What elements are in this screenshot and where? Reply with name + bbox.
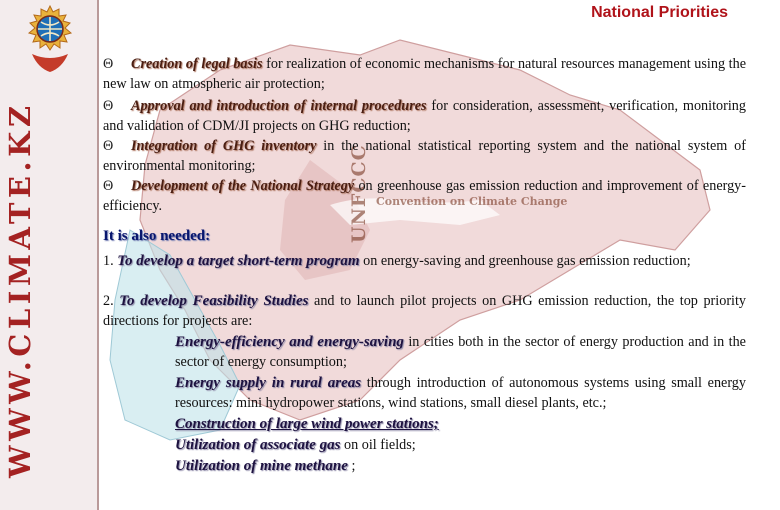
needed-heading: To develop Feasibility Studies [119,293,309,309]
direction-heading: Utilization of mine methane [175,458,348,474]
direction-item [175,456,746,476]
sidebar-divider [97,0,99,510]
priority-text: for realization of economic mechanisms for natural resources management using the new law on atmospheric air protection; [103,56,746,92]
section-heading: It is also needed: [103,228,211,244]
direction-heading: Energy-efficiency and energy-saving [175,334,404,350]
priority-item [103,136,746,176]
priority-heading: Development of the National Strategy [131,178,355,194]
direction-item [175,332,746,372]
priority-text: in the national statistical reporting system and the national system of environmental monitoring; [103,138,746,174]
direction-text: on oil fields; [340,437,416,453]
direction-heading: Construction of large wind power stations; [175,416,439,432]
item-number: 2. [103,293,120,309]
theta-bullet: Θ [103,138,114,154]
priority-text: on greenhouse gas emission reduction and improvement of energy-efficiency. [103,178,747,214]
direction-heading: Utilization of associate gas [175,437,341,453]
needed-heading: To develop a target short-term program [117,253,360,269]
stamp-main-text: UNFCCC [348,144,370,243]
stamp-sub-text: Convention on Climate Change [376,195,568,208]
needed-text: and to launch pilot projects on GHG emission reduction, the top priority directions for projects are: [103,293,747,329]
priority-heading: Approval and introduction of internal procedures [131,98,427,114]
page-title: National Priorities [591,4,728,21]
theta-bullet: Θ [103,178,114,194]
priority-item [103,176,746,216]
direction-item [175,373,746,413]
priority-item [103,54,746,94]
direction-item [175,414,746,434]
emblem-icon [22,2,78,74]
needed-text: on energy-saving and greenhouse gas emission reduction; [359,253,691,269]
needed-item [103,251,746,271]
priority-heading: Creation of legal basis [131,56,263,72]
direction-text: in cities both in the sector of energy production and in the sector of energy consumption; [175,334,746,370]
item-number: 1. [103,253,118,269]
website-vertical-text: WWW.CLIMATE.KZ [3,101,37,478]
priority-item [103,96,746,136]
priority-text: for consideration, assessment, verification, monitoring and validation of CDM/JI projects on GHG reduction; [103,98,746,134]
direction-heading: Energy supply in rural areas [175,375,362,391]
direction-text: through introduction of autonomous systems using small energy resources: mini hydropower stations, wind stations, small diesel plants, etc.; [175,375,746,411]
direction-item [175,435,746,455]
needed-item [103,291,746,331]
theta-bullet: Θ [103,56,114,72]
theta-bullet: Θ [103,98,114,114]
direction-text: ; [347,458,356,474]
priority-heading: Integration of GHG inventory [131,138,317,154]
